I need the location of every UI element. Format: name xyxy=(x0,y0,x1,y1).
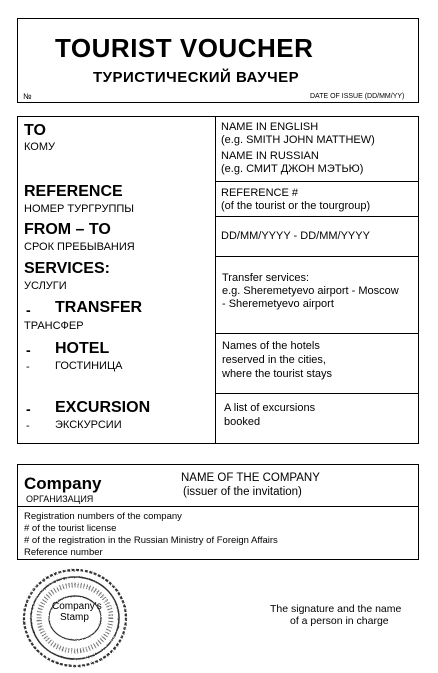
from-to-value: DD/MM/YYYY - DD/MM/YYYY xyxy=(221,230,370,242)
services-label-ru: УСЛУГИ xyxy=(24,280,67,292)
voucher-title: TOURIST VOUCHER xyxy=(55,33,314,63)
signature-line-1: The signature and the name xyxy=(270,603,402,615)
company-detail-line-4: Reference number xyxy=(24,547,103,558)
transfer-label: TRANSFER xyxy=(55,299,143,316)
reference-value-line-1: REFERENCE # xyxy=(221,187,299,199)
transfer-value-line-3: - Sheremetyevo airport xyxy=(222,298,334,310)
header-box xyxy=(17,18,419,103)
excursion-dash: - xyxy=(26,401,31,417)
from-to-label-ru: СРОК ПРЕБЫВАНИЯ xyxy=(24,241,135,253)
transfer-value-line-1: Transfer services: xyxy=(222,272,310,284)
excursion-label-ru: ЭКСКУРСИИ xyxy=(55,419,122,431)
reference-label-ru: НОМЕР ТУРГРУППЫ xyxy=(24,203,135,215)
to-value-line-2: (e.g. SMITH JOHN MATTHEW) xyxy=(221,134,375,146)
company-detail-line-1: Registration numbers of the company xyxy=(24,511,182,522)
hotel-value-line-1: Names of the hotels xyxy=(222,340,320,352)
signature-line-2: of a person in charge xyxy=(290,615,389,627)
row-divider-reference xyxy=(215,216,419,217)
company-label-ru: ОРГАНИЗАЦИЯ xyxy=(26,494,94,504)
row-divider-from-to xyxy=(215,256,419,257)
stamp-label-line-1: Company's xyxy=(52,601,102,612)
company-divider xyxy=(17,506,419,507)
hotel-label-ru: ГОСТИНИЦА xyxy=(55,360,123,372)
date-of-issue-label: DATE OF ISSUE (DD/MM/YY) xyxy=(310,93,405,100)
to-value-line-3: NAME IN RUSSIAN xyxy=(221,150,319,162)
row-divider-to xyxy=(215,181,419,182)
to-value-line-1: NAME IN ENGLISH xyxy=(221,121,319,133)
voucher-subtitle-ru: ТУРИСТИЧЕСКИЙ ВАУЧЕР xyxy=(93,69,300,86)
excursion-value-line-1: A list of excursions xyxy=(224,402,316,414)
from-to-label: FROM – TO xyxy=(24,221,111,238)
reference-label: REFERENCE xyxy=(24,183,123,200)
hotel-label: HOTEL xyxy=(55,340,110,357)
hotel-value-line-2: reserved in the cities, xyxy=(222,354,326,366)
voucher-number-label: № xyxy=(23,92,32,101)
details-divider-vertical xyxy=(215,116,216,444)
excursion-dash-ru: - xyxy=(26,420,30,432)
to-label: TO xyxy=(24,122,46,139)
company-detail-line-2: # of the tourist license xyxy=(24,523,117,534)
transfer-dash: - xyxy=(26,302,31,318)
stamp-label-line-2: Stamp xyxy=(60,612,89,623)
excursion-value-line-2: booked xyxy=(224,416,261,428)
to-label-ru: КОМУ xyxy=(24,141,55,153)
hotel-dash-ru: - xyxy=(26,361,30,373)
row-divider-hotel xyxy=(215,393,419,394)
hotel-dash: - xyxy=(26,342,31,358)
hotel-value-line-3: where the tourist stays xyxy=(222,368,333,380)
to-value-line-4: (e.g. СМИТ ДЖОН МЭТЬЮ) xyxy=(221,163,364,175)
company-name-line-1: NAME OF THE COMPANY xyxy=(181,472,320,484)
company-stamp xyxy=(20,566,130,670)
transfer-value-line-2: e.g. Sheremetyevo airport - Moscow xyxy=(222,285,399,297)
company-label: Company xyxy=(24,474,102,493)
services-label: SERVICES: xyxy=(24,260,110,277)
transfer-label-ru: ТРАНСФЕР xyxy=(24,320,84,332)
row-divider-transfer xyxy=(215,333,419,334)
reference-value-line-2: (of the tourist or the tourgroup) xyxy=(221,200,371,212)
company-detail-line-3: # of the registration in the Russian Ministry of Foreign Affairs xyxy=(24,535,278,546)
company-name-line-2: (issuer of the invitation) xyxy=(183,486,302,498)
excursion-label: EXCURSION xyxy=(55,399,151,416)
